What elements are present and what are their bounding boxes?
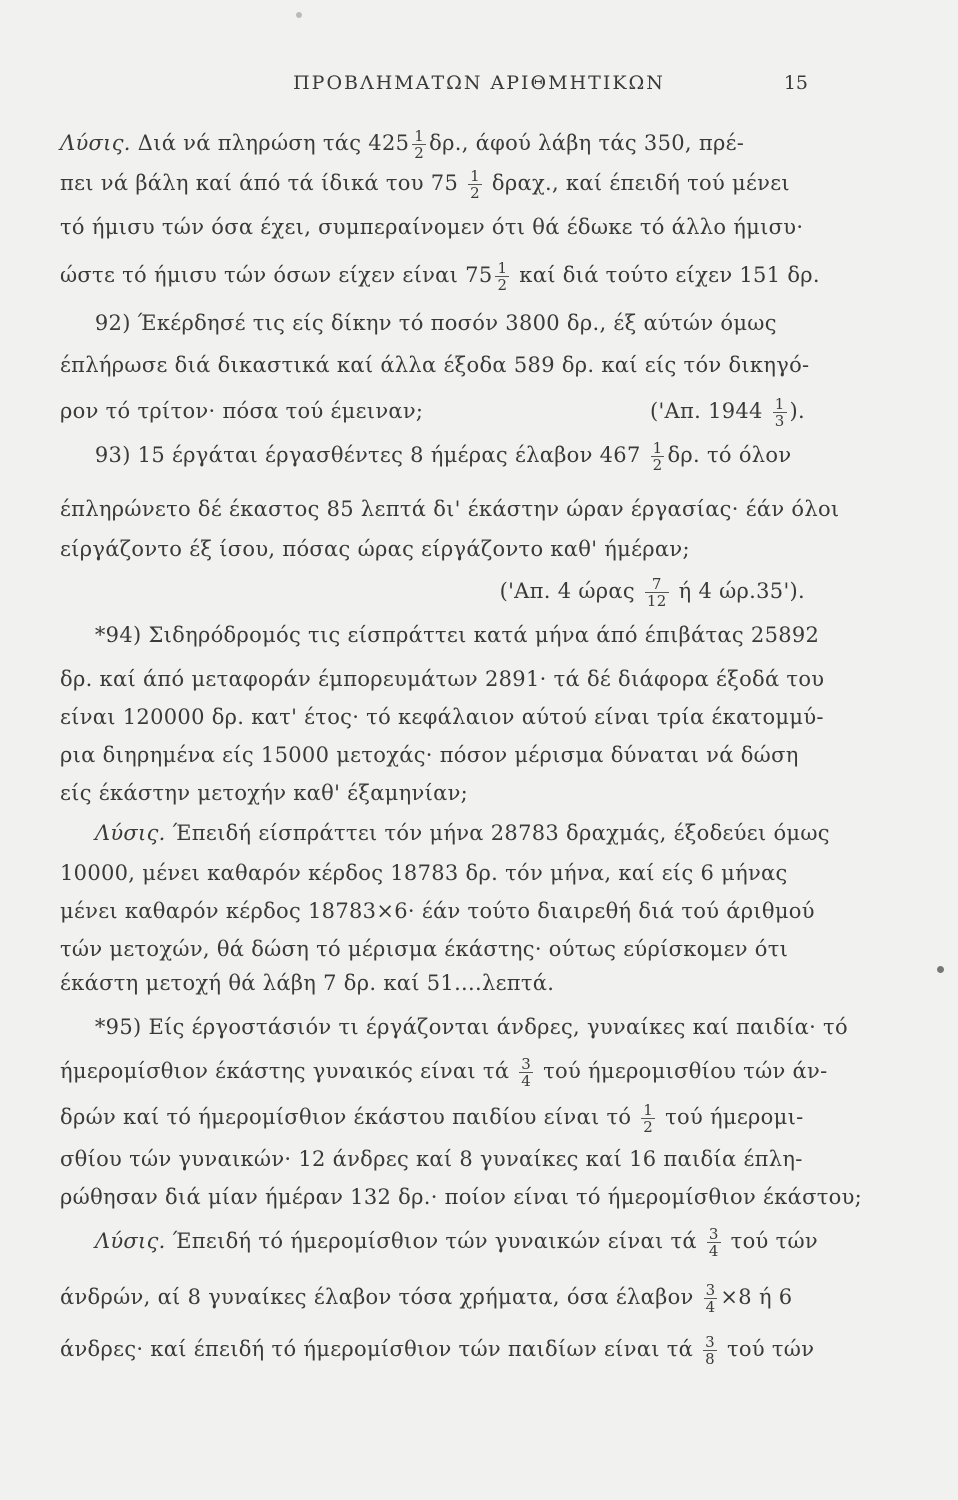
fraction	[773, 396, 787, 429]
answer-text-end: ή 4 ώρ.35').	[671, 579, 805, 603]
line-text: ήμερομίσθιον έκάστης γυναικός είναι τά	[60, 1059, 517, 1083]
text-line	[60, 1055, 828, 1090]
text-line	[60, 168, 805, 201]
line-text: Έπειδή είσπράττει τόν μήνα 28783 δραχμάς, έξοδεύει όμως	[165, 821, 830, 845]
fraction-denominator: 3	[774, 412, 785, 430]
line-text-continued: τού ήμερομισθίου τών άν-	[536, 1059, 828, 1083]
fraction-numerator: 3	[705, 1281, 716, 1299]
fraction-denominator: 2	[497, 276, 508, 294]
text-line	[60, 1144, 805, 1174]
text-line	[60, 934, 805, 964]
line-text-continued: ×8 ή 6	[720, 1285, 793, 1309]
text-line	[60, 350, 810, 380]
fraction-denominator: 2	[470, 184, 480, 202]
line-text: έκάστη μετοχή θά λάβη 7 δρ. καί 51....λεπτά.	[60, 971, 555, 995]
fraction-numerator: 1	[652, 439, 663, 457]
line-text: άνδρες· καί έπειδή τό ήμερομίσθιον τών παιδίων είναι τά	[60, 1337, 701, 1361]
fraction-denominator: 2	[414, 144, 425, 162]
fraction-numerator: 1	[497, 259, 508, 277]
text-line	[60, 664, 825, 694]
fraction	[704, 1282, 718, 1315]
fraction-numerator: 3	[708, 1225, 719, 1243]
fraction-denominator: 8	[705, 1350, 715, 1368]
line-text: 93) 15 έργάται έργασθέντες 8 ήμέρας έλαβον 467	[60, 443, 648, 467]
solution-label: Λύσις.	[60, 131, 131, 155]
fraction-denominator: 2	[652, 456, 663, 474]
line-text-continued: τού τών	[723, 1229, 818, 1253]
fraction-numerator: 1	[774, 395, 785, 413]
fraction	[707, 1226, 721, 1259]
text-line	[60, 740, 805, 770]
text-line	[60, 308, 805, 338]
line-text: 10000, μένει καθαρόν κέρδος 18783 δρ. τόν μήνα, καί είς 6 μήνας	[60, 861, 788, 885]
fraction-denominator: 4	[705, 1298, 716, 1316]
text-line	[60, 440, 805, 473]
line-text: μένει καθαρόν κέρδος 18783×6· έάν τούτο διαιρεθή διά τού άριθμού	[60, 899, 815, 923]
text-line	[60, 212, 805, 242]
fraction	[645, 576, 669, 609]
text-line	[60, 1333, 815, 1368]
fraction-numerator: 3	[705, 1333, 715, 1351]
fraction-denominator: 12	[646, 592, 667, 610]
line-text: έπληρώνετο δέ έκαστος 85 λεπτά δι' έκάστην ώραν έργασίας· έάν όλοι	[60, 497, 840, 521]
text-line	[60, 1012, 848, 1042]
text-line	[60, 1182, 863, 1212]
text-line	[60, 494, 840, 524]
text-line	[60, 128, 805, 161]
fraction-numerator: 1	[470, 167, 480, 185]
line-text: 92) Έκέρδησέ τις είς δίκην τό ποσόν 3800 δρ., έξ αύτών όμως	[60, 311, 777, 335]
line-text: ρον τό τρίτον· πόσα τού έμειναν;	[60, 399, 424, 423]
line-text: Έπειδή τό ήμερομίσθιον τών γυναικών είναι τά	[165, 1229, 704, 1253]
line-text: ρια διηρημένα είς 15000 μετοχάς· πόσον μέρισμα δύναται νά δώση	[60, 743, 799, 767]
answer-text: ('Απ. 4 ώρας	[499, 579, 642, 603]
fraction-denominator: 2	[643, 1118, 654, 1136]
line-text: Διά νά πληρώση τάς 425	[130, 131, 410, 155]
answer-text: ('Απ. 1944	[649, 399, 770, 423]
margin-dot	[937, 966, 944, 973]
line-text: δρών καί τό ήμερομίσθιον έκάστου παιδίου είναι τό	[60, 1105, 639, 1129]
fraction	[641, 1102, 655, 1135]
line-text-continued: δραχ., καί έπειδή τού μένει	[484, 171, 790, 195]
running-header: ΠΡΟΒΛΗΜΑΤΩΝ ΑΡΙΘΜΗΤΙΚΩΝ	[293, 72, 665, 94]
text-line	[60, 896, 815, 926]
text-line	[60, 1282, 805, 1315]
line-text-continued: δρ., άφού λάβη τάς 350, πρέ-	[429, 131, 745, 155]
line-text: τό ήμισυ τών όσα έχει, συμπεραίνομεν ότι θά έδωκε τό άλλο ήμισυ·	[60, 215, 804, 239]
ink-speck	[296, 12, 302, 18]
line-text: ρώθησαν διά μίαν ήμέραν 132 δρ.· ποίον είναι τό ήμερομίσθιον έκάστου;	[60, 1185, 863, 1209]
solution-label: Λύσις.	[60, 821, 166, 845]
line-text-continued: τού ήμερομι-	[658, 1105, 804, 1129]
text-line	[60, 1225, 818, 1260]
line-text: έπλήρωσε διά δικαστικά καί άλλα έξοδα 589 δρ. καί είς τόν δικηγό-	[60, 353, 810, 377]
text-line	[60, 534, 805, 564]
text-line	[60, 968, 805, 998]
fraction-numerator: 3	[521, 1055, 532, 1073]
line-text: είς έκάστην μετοχήν καθ' έξαμηνίαν;	[60, 781, 469, 805]
fraction	[495, 260, 509, 293]
fraction-denominator: 4	[708, 1242, 719, 1260]
line-text: είναι 120000 δρ. κατ' έτος· τό κεφάλαιον αύτού είναι τρία έκατομμύ-	[60, 705, 824, 729]
line-text: άνδρών, αί 8 γυναίκες έλαβον τόσα χρήματα, όσα έλαβον	[60, 1285, 701, 1309]
text-line	[60, 620, 820, 650]
line-text: *94) Σιδηρόδρομός τις είσπράττει κατά μήνα άπό έπιβάτας 25892	[60, 623, 820, 647]
page-number: 15	[783, 72, 808, 94]
line-text: ώστε τό ήμισυ τών όσων είχεν είναι 75	[60, 263, 493, 287]
text-line	[60, 702, 824, 732]
line-text-continued: καί διά τούτο είχεν 151 δρ.	[512, 263, 820, 287]
fraction-denominator: 4	[521, 1072, 532, 1090]
line-text: *95) Είς έργοστάσιόν τι έργάζονται άνδρες, γυναίκες καί παιδία· τό	[60, 1015, 848, 1039]
fraction	[519, 1056, 533, 1089]
text-line	[60, 818, 830, 848]
fraction	[703, 1334, 717, 1367]
answer-text-end: ).	[789, 399, 805, 423]
answer	[650, 396, 805, 429]
line-text: δρ. καί άπό μεταφοράν έμπορευμάτων 2891· τά δέ διάφορα έξοδά του	[60, 667, 825, 691]
line-text: είργάζοντο έξ ίσου, πόσας ώρας είργάζοντο καθ' ήμέραν;	[60, 537, 690, 561]
line-text: πει νά βάλη καί άπό τά ίδικά του 75	[60, 171, 466, 195]
fraction-numerator: 1	[643, 1101, 654, 1119]
answer	[500, 576, 805, 609]
solution-label: Λύσις.	[60, 1229, 166, 1253]
line-text: σθίου τών γυναικών· 12 άνδρες καί 8 γυναίκες καί 16 παιδία έπλη-	[60, 1147, 803, 1171]
fraction-numerator: 7	[645, 576, 669, 593]
fraction	[412, 128, 426, 161]
fraction	[468, 168, 482, 201]
text-line	[60, 1102, 805, 1135]
line-text-continued: δρ. τό όλον	[667, 443, 792, 467]
line-text-continued: τού τών	[719, 1337, 815, 1361]
text-line	[60, 778, 805, 808]
text-line	[60, 858, 805, 888]
fraction	[651, 440, 665, 473]
fraction-numerator: 1	[414, 127, 425, 145]
text-line	[60, 395, 805, 430]
line-text: τών μετοχών, θά δώση τό μέρισμα έκάστης· ούτως εύρίσκομεν ότι	[60, 937, 789, 961]
text-line	[60, 259, 820, 294]
